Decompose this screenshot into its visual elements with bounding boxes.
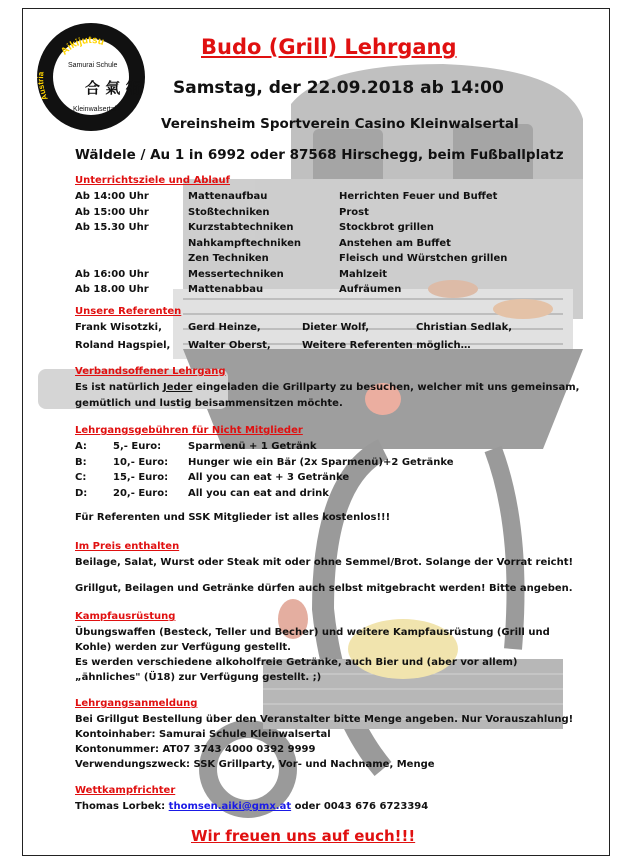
speaker: Dieter Wolf, [302, 322, 370, 333]
gear-text: Kohle) werden zur Verfügung gestellt. [75, 642, 291, 653]
schedule-time: Ab 16:00 Uhr [75, 268, 149, 280]
fee-code: A: [75, 441, 87, 452]
flyer [22, 8, 610, 856]
venue: Vereinsheim Sportverein Casino Kleinwalsertal [161, 116, 519, 132]
svg-text:Aikijutsu: Aikijutsu [59, 34, 106, 58]
schedule-grill: Mahlzeit [339, 268, 388, 280]
schedule-topic: Mattenaufbau [188, 191, 268, 202]
fee-price: 15,- Euro: [113, 472, 169, 483]
flyer-title: Budo (Grill) Lehrgang [201, 35, 457, 59]
svg-text:Kleinwalsertal: Kleinwalsertal [73, 106, 117, 113]
fees-note: Für Referenten und SSK Mitglieder ist alles kostenlos!!! [75, 512, 391, 523]
included-text: Grillgut, Beilagen und Getränke dürfen auch selbst mitgebracht werden! Bitte angeben. [75, 583, 573, 594]
registration-text: Verwendungszweck: SSK Grillparty, Vor- und Nachname, Menge [75, 759, 435, 770]
schedule-heading: Unterrichtsziele und Ablauf [75, 175, 231, 186]
schedule-topic: Zen Techniken [188, 253, 269, 264]
speaker: Frank Wisotzki, [75, 322, 162, 333]
closing-message: Wir freuen uns auf euch!!! [191, 827, 416, 845]
schedule-grill: Stockbrot grillen [339, 222, 434, 233]
schedule-topic: Stoßtechniken [188, 206, 270, 218]
schedule-topic: Kurzstabtechniken [188, 222, 294, 233]
gear-text: Übungswaffen (Besteck, Teller und Becher) und weitere Kampfausrüstung (Grill und [75, 627, 550, 638]
schedule-grill: Fleisch und Würstchen grillen [339, 253, 508, 264]
event-date: Samstag, der 22.09.2018 ab 14:00 [173, 78, 504, 98]
schedule-time: Ab 15:00 Uhr [75, 206, 149, 218]
judge-email-link[interactable]: thomsen.aiki@gmx.at [168, 801, 292, 812]
included-text: Beilage, Salat, Wurst oder Steak mit oder ohne Semmel/Brot. Solange der Vorrat reicht! [75, 557, 574, 568]
fee-desc: All you can eat + 3 Getränke [188, 472, 350, 483]
svg-text:Austria: Austria [36, 71, 50, 102]
fees-heading: Lehrgangsgebühren für Nicht Mitglieder [75, 425, 303, 436]
speaker: Weitere Referenten möglich… [302, 340, 471, 351]
address: Wäldele / Au 1 in 6992 oder 87568 Hirschegg, beim Fußballplatz [75, 147, 564, 163]
open-text-line: Es ist natürlich Jeder eingeladen die Grillparty zu besuchen, welcher mit uns gemeinsam, [75, 382, 580, 393]
speaker: Walter Oberst, [188, 340, 271, 351]
judge-heading: Wettkampfrichter [75, 785, 176, 796]
schedule-grill: Aufräumen [339, 284, 402, 295]
registration-heading: Lehrgangsanmeldung [75, 698, 198, 709]
fee-code: B: [75, 456, 87, 468]
schedule-grill: Herrichten Feuer und Buffet [339, 191, 498, 202]
fee-code: D: [75, 487, 88, 499]
schedule-time: Ab 14:00 Uhr [75, 191, 149, 202]
schedule-grill: Anstehen am Buffet [339, 237, 451, 249]
fee-code: C: [75, 472, 87, 483]
schedule-topic: Messertechniken [188, 268, 284, 280]
schedule-topic: Mattenabbau [188, 284, 264, 295]
judge-contact: Thomas Lorbek: thomsen.aiki@gmx.at oder 0043 676 6723394 [75, 801, 429, 812]
fee-price: 5,- Euro: [113, 441, 162, 452]
speaker: Christian Sedlak, [416, 322, 513, 333]
registration-text: Bei Grillgut Bestellung über den Veranstalter bitte Menge angeben. Nur Vorauszahlung! [75, 714, 574, 725]
fee-price: 20,- Euro: [113, 487, 169, 499]
fee-desc: Hunger wie ein Bär (2x Sparmenü)+2 Getränke [188, 456, 454, 468]
speakers-heading: Unsere Referenten [75, 306, 182, 317]
fee-price: 10,- Euro: [113, 456, 169, 468]
svg-text:Samurai Schule: Samurai Schule [68, 62, 118, 69]
open-text-line: gemütlich und lustig beisammensitzen möchte. [75, 398, 343, 409]
gear-text: „ähnliches" (Ü18) zur Verfügung gestellt. ;) [75, 672, 322, 683]
speaker: Gerd Heinze, [188, 322, 261, 333]
svg-text:合 氣 術: 合 氣 術 [85, 79, 141, 97]
schedule-topic: Nahkampftechniken [188, 237, 302, 249]
fee-desc: Sparmenü + 1 Getränk [188, 441, 317, 452]
speaker: Roland Hagspiel, [75, 340, 171, 351]
schedule-time: Ab 15.30 Uhr [75, 222, 149, 233]
included-heading: Im Preis enthalten [75, 541, 180, 552]
gear-text: Es werden verschiedene alkoholfreie Getränke, auch Bier und (aber vor allem) [75, 657, 518, 668]
registration-text: Kontonummer: AT07 3743 4000 0392 9999 [75, 744, 316, 755]
gear-heading: Kampfausrüstung [75, 611, 176, 622]
schedule-grill: Prost [339, 206, 369, 218]
fee-desc: All you can eat and drink [188, 487, 329, 499]
open-heading: Verbandsoffener Lehrgang [75, 366, 226, 377]
schedule-time: Ab 18.00 Uhr [75, 284, 149, 295]
registration-text: Kontoinhaber: Samurai Schule Kleinwalsertal [75, 729, 331, 740]
